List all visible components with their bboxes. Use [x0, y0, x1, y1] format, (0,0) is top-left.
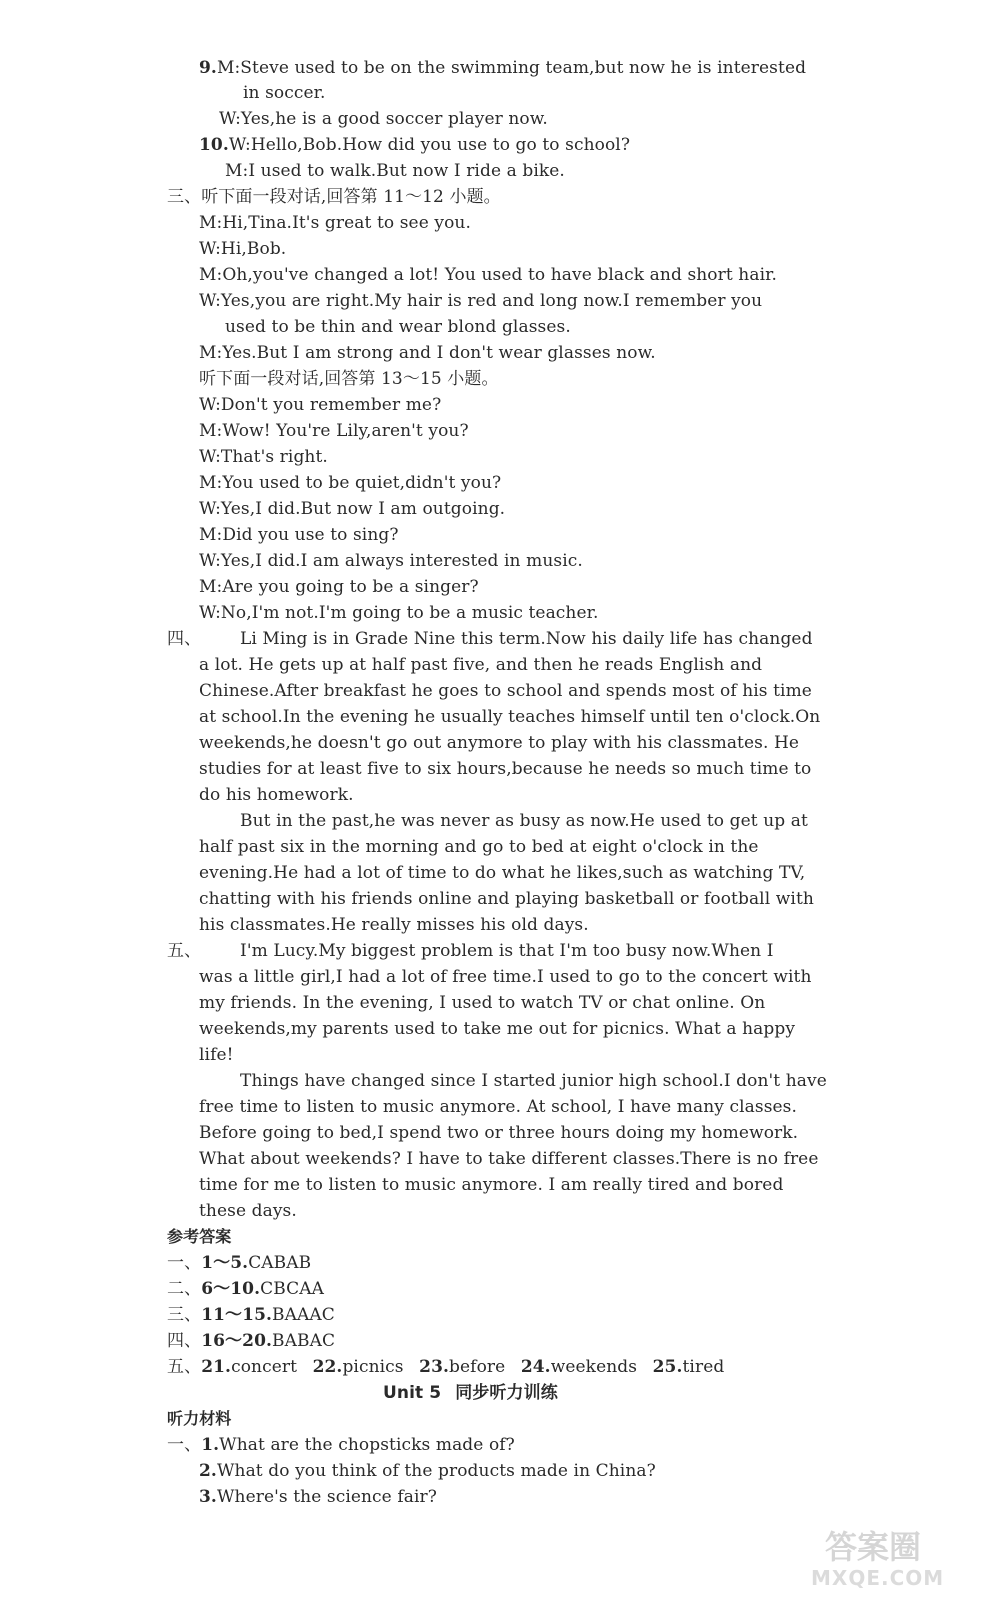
dialog1-line: W:Yes,you are right.My hair is red and long now.I remember you: [199, 291, 763, 311]
watermark-top-text: 答案圈: [825, 1528, 922, 1566]
part5-line: weekends,my parents used to take me out for picnics. What a happy: [199, 1019, 796, 1039]
part5-label: 五、: [167, 941, 202, 961]
part5-line: time for me to listen to music anymore. I am really tired and bored: [199, 1175, 784, 1195]
part5-line: What about weekends? I have to take different classes.There is no free: [199, 1149, 819, 1169]
part4-line: But in the past,he was never as busy as now.He used to get up at: [240, 811, 808, 831]
part4-line: evening.He had a lot of time to do what he likes,such as watching TV,: [199, 863, 806, 883]
part4-label: 四、: [167, 629, 202, 649]
part4-line: Chinese.After breakfast he goes to school and spends most of his time: [199, 681, 812, 701]
part4-line: do his homework.: [199, 785, 354, 805]
unit5-title: Unit 5 同步听力训练: [383, 1383, 558, 1403]
part4-line: Li Ming is in Grade Nine this term.Now his daily life has changed: [240, 629, 813, 649]
part5-line: these days.: [199, 1201, 297, 1221]
q10-answer-line: M:I used to walk.But now I ride a bike.: [225, 161, 565, 181]
dialog2-line: M:Are you going to be a singer?: [199, 577, 479, 597]
part5-line: I'm Lucy.My biggest problem is that I'm too busy now.When I: [240, 941, 774, 961]
dialog2-line: W:That's right.: [199, 447, 328, 467]
part5-line: life!: [199, 1045, 234, 1065]
unit5-question: 一、1.What are the chopsticks made of?: [167, 1435, 515, 1455]
answers-heading: 参考答案: [167, 1227, 232, 1246]
unit5-question: 2.What do you think of the products made in China?: [199, 1461, 656, 1481]
part4-line: at school.In the evening he usually teaches himself until ten o'clock.On: [199, 707, 821, 727]
part4-line: his classmates.He really misses his old days.: [199, 915, 589, 935]
part3-header-1: 三、听下面一段对话,回答第 11～12 小题。: [167, 187, 501, 207]
dialog1-line: M:Oh,you've changed a lot! You used to have black and short hair.: [199, 265, 777, 285]
part4-line: studies for at least five to six hours,because he needs so much time to: [199, 759, 812, 779]
dialog1-line: M:Hi,Tina.It's great to see you.: [199, 213, 471, 233]
dialog2-line: M:Wow! You're Lily,aren't you?: [199, 421, 469, 441]
answer-row-5: 五、21.concert 22.picnics 23.before 24.weekends 25.tired: [167, 1357, 725, 1377]
part5-line: free time to listen to music anymore. At school, I have many classes.: [199, 1097, 798, 1117]
listening-material-heading: 听力材料: [167, 1409, 232, 1428]
dialog1-line: M:Yes.But I am strong and I don't wear glasses now.: [199, 343, 656, 363]
q9-line2: in soccer.: [243, 83, 326, 103]
q9-line1: 9.M:Steve used to be on the swimming team,but now he is interested: [199, 58, 807, 78]
dialog2-line: W:No,I'm not.I'm going to be a music teacher.: [199, 603, 599, 623]
watermark-bottom-text: MXQE.COM: [811, 1566, 945, 1590]
dialog2-line: W:Don't you remember me?: [199, 395, 442, 415]
part4-line: half past six in the morning and go to bed at eight o'clock in the: [199, 837, 759, 857]
part4-line: a lot. He gets up at half past five, and then he reads English and: [199, 655, 763, 675]
unit5-question: 3.Where's the science fair?: [199, 1487, 437, 1507]
dialog2-line: W:Yes,I did.But now I am outgoing.: [199, 499, 506, 519]
part4-line: chatting with his friends online and playing basketball or football with: [199, 889, 814, 909]
answer-row: 三、11～15.BAAAC: [167, 1305, 335, 1325]
dialog2-line: M:Did you use to sing?: [199, 525, 399, 545]
answer-row: 二、6～10.CBCAA: [167, 1279, 324, 1299]
part5-line: Before going to bed,I spend two or three hours doing my homework.: [199, 1123, 799, 1143]
answer-row: 一、1～5.CABAB: [167, 1253, 312, 1273]
part5-line: my friends. In the evening, I used to watch TV or chat online. On: [199, 993, 766, 1013]
part5-line: Things have changed since I started junior high school.I don't have: [240, 1071, 827, 1091]
dialog2-line: W:Yes,I did.I am always interested in music.: [199, 551, 583, 571]
dialog1-line: W:Hi,Bob.: [199, 239, 287, 259]
part5-line: was a little girl,I had a lot of free time.I used to go to the concert with: [199, 967, 812, 987]
watermark-logo: [805, 1522, 975, 1592]
part3-header-2: 听下面一段对话,回答第 13～15 小题。: [199, 369, 499, 389]
answer-row: 四、16～20.BABAC: [167, 1331, 336, 1351]
dialog2-line: M:You used to be quiet,didn't you?: [199, 473, 502, 493]
q9-answer-line: W:Yes,he is a good soccer player now.: [219, 109, 548, 129]
part4-line: weekends,he doesn't go out anymore to play with his classmates. He: [199, 733, 800, 753]
q10-line1: 10.W:Hello,Bob.How did you use to go to school?: [199, 135, 631, 155]
dialog1-line: used to be thin and wear blond glasses.: [225, 317, 571, 337]
